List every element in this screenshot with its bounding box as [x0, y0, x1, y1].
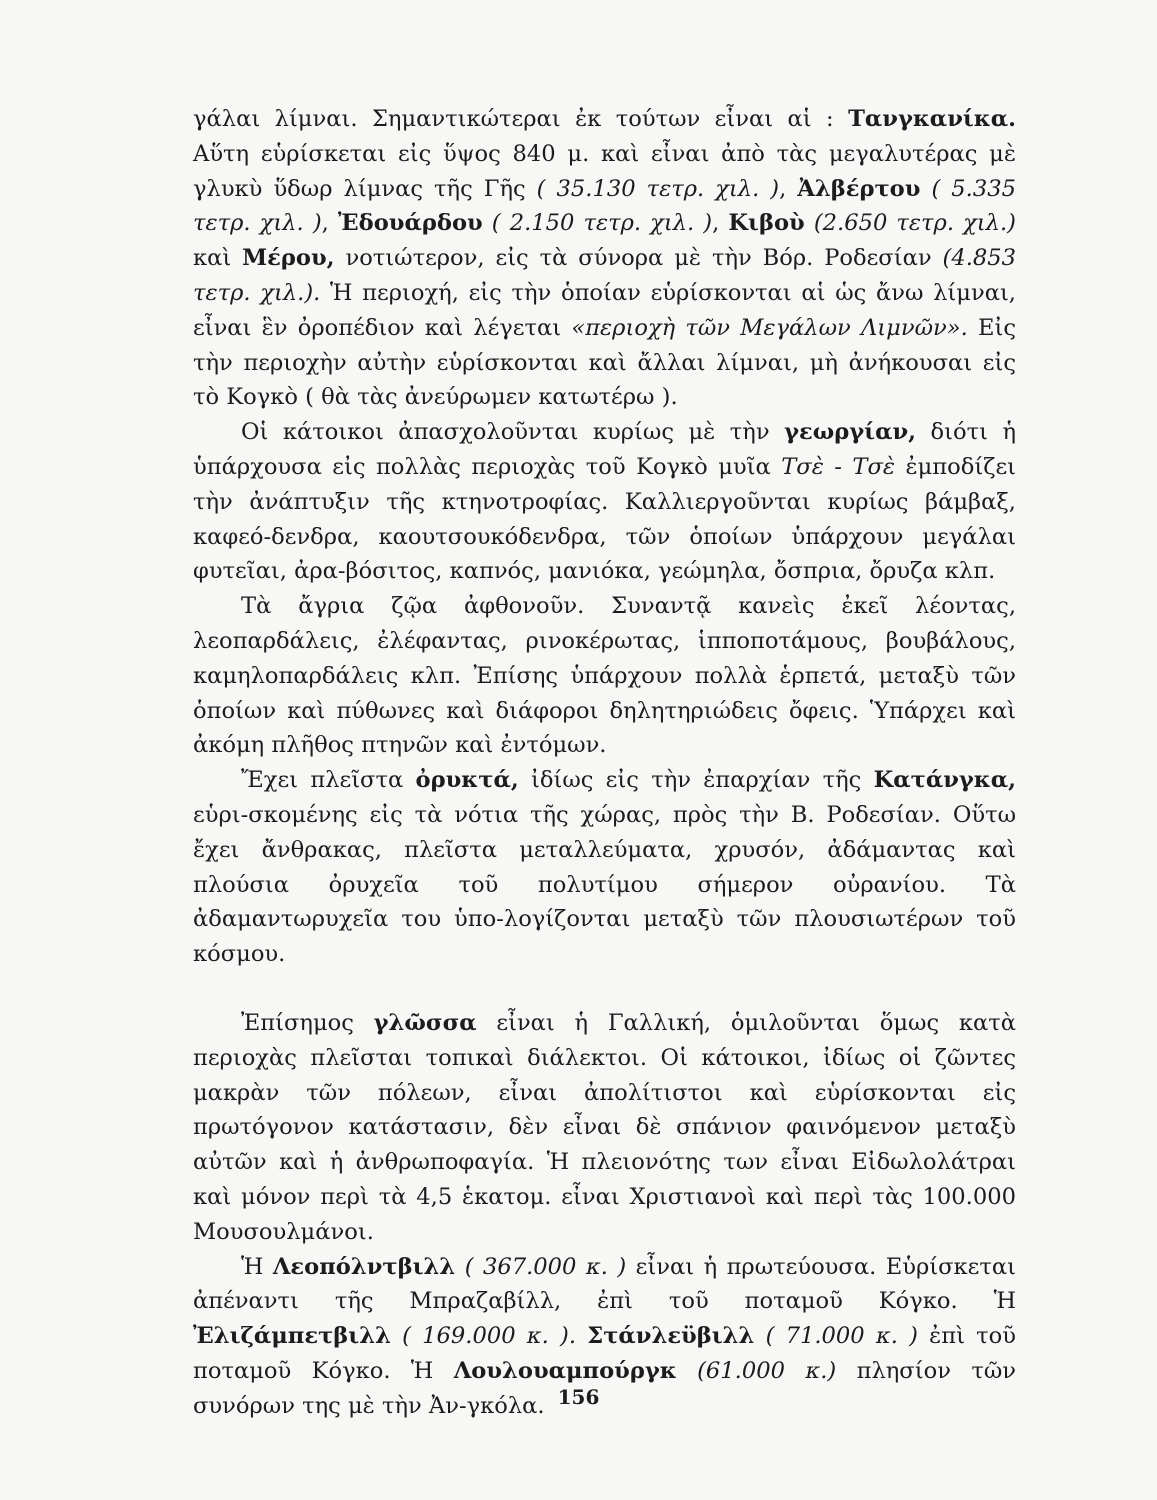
text-run: Αὕτη εὑρίσκεται εἰς ὕψος 840 μ. καὶ εἶναι ἀπὸ τὰς μεγαλυτέρας μὲ γλυκὺ ὕδωρ λίμνας τῆς Γῆς [193, 140, 1016, 202]
text-run: γάλαι λίμναι. Σημαντικώτεραι ἐκ τούτων εἶναι αἱ : [193, 106, 849, 132]
italic-text: «περιοχὴ τῶν Μεγάλων Λιμνῶν». [571, 314, 968, 341]
paragraph [193, 589, 1016, 763]
page-number: 156 [557, 1385, 600, 1409]
text-run: Ἡ [241, 1253, 273, 1280]
text-run: Ἔχει πλεῖστα [241, 767, 416, 794]
text-run: διότι ἡ ὑπάρχουσα εἰς πολλὰς περιοχὰς τοῦ Κογκὸ μυῖα [193, 419, 1016, 480]
italic-text: ( 169.000 κ. ). [402, 1323, 577, 1350]
text-run: Ἡ περιοχή, εἰς τὴν ὁποίαν εὑρίσκονται αἱ ὡς ἄνω λίμναι, εἶναι ἓν ὀροπέδιον καὶ λέγεται [193, 279, 1016, 341]
paragraph [193, 102, 1016, 415]
italic-text: ( 2.150 τετρ. χιλ. ) [491, 210, 713, 237]
paragraph [193, 1006, 1016, 1250]
italic-text: Τσὲ - Τσὲ [781, 453, 896, 480]
text-run: εἶναι ἡ πρωτεύουσα. Εὑρίσκεται ἀπέναντι τῆς Μπραζαβίλλ, ἐπὶ τοῦ ποταμοῦ Κόγκο. Ἡ [193, 1253, 1016, 1315]
text-run: , [712, 210, 729, 237]
text-run [483, 210, 492, 236]
body-text [193, 102, 1016, 1423]
text-run [805, 210, 814, 236]
bold-term: Ἐλιζάμπετβιλλ [193, 1323, 391, 1350]
text-run [391, 1323, 402, 1349]
italic-text: ( 367.000 κ. ) [464, 1253, 627, 1280]
italic-text: ( 5.335 τετρ. χιλ. ) [193, 175, 1016, 237]
text-run: ἰδίως εἰς τὴν ἐπαρχίαν τῆς [518, 767, 874, 794]
text-run: καὶ [193, 245, 243, 272]
paragraph [193, 415, 1016, 589]
bold-term: Κατάνγκα, [873, 767, 1016, 794]
text-run: Εἰς τὴν περιοχὴν αὐτὴν εὑρίσκονται καὶ ἄλλαι λίμναι, μὴ ἀνήκουσαι εἰς τὸ Κογκὸ ( θὰ τὰς ἀνεύρωμεν κατωτέρω ). [193, 314, 1017, 411]
text-run: Ἐπίσημος [241, 1009, 374, 1036]
italic-text: ( 71.000 κ. ) [765, 1323, 918, 1350]
bold-term: γεωργίαν, [784, 419, 917, 446]
text-run: ἐμποδίζει τὴν ἀνάπτυξιν τῆς κτηνοτροφίας. Καλλιεργοῦνται κυρίως βάμβαξ, καφεό-δενδρα, καουτσουκόδενδρα, τῶν ὁποίων ὑπάρχουν μεγάλαι φυτεῖαι, ἀρα-βόσιτος, καπνός, μανιόκα, γεώμηλα, ὄσπρια, ὄρυζα κλπ. [193, 453, 1017, 585]
bold-term: Κιβοὺ [728, 210, 805, 237]
bold-term: Ἀλβέρτου [797, 175, 921, 202]
bold-term: Λουλουαμπούργκ [453, 1357, 677, 1384]
bold-term: Λεοπόλντβιλλ [272, 1253, 456, 1280]
bold-term: Ἐδουάρδου [337, 210, 483, 237]
text-run: , [321, 210, 338, 237]
text-run: ἐπὶ τοῦ ποταμοῦ Κόγκο. Ἡ [193, 1323, 1016, 1384]
text-run: , [779, 175, 798, 202]
bold-term: Μέρου, [242, 245, 335, 272]
text-run [920, 176, 931, 202]
bold-term: ὀρυκτά, [415, 767, 519, 794]
text-run [677, 1358, 697, 1384]
italic-text: (61.000 κ.) [697, 1357, 837, 1384]
paragraph [193, 763, 1016, 972]
text-run [754, 1323, 765, 1349]
text-run: πλησίον τῶν συνόρων της μὲ τὴν Ἀν-γκόλα. [193, 1357, 1016, 1419]
text-run [455, 1254, 464, 1280]
italic-text: (2.650 τετρ. χιλ.) [813, 210, 1016, 237]
text-run: νοτιώτερον, εἰς τὰ σύνορα μὲ τὴν Βόρ. Ροδεσίαν [334, 245, 943, 272]
text-run: Τὰ ἄγρια ζῷα ἀφθονοῦν. Συναντᾷ κανεὶς ἐκεῖ λέοντας, λεοπαρδάλεις, ἐλέφαντας, ρινοκέρωτας, ἱπποποτάμους, βουβάλους, καμηλοπαρδάλεις κλπ. Ἐπίσης ὑπάρχουν πολλὰ ἑρπετά, μεταξὺ τῶν ὁποίων καὶ πύθωνες καὶ διάφοροι δηλητηριώδεις ὄφεις. Ὑπάρχει καὶ ἀκόμη πλῆθος πτηνῶν καὶ ἐντόμων. [193, 593, 1016, 759]
text-run [576, 1323, 587, 1349]
text-run: εἶναι ἡ Γαλλική, ὁμιλοῦνται ὅμως κατὰ περιοχὰς πλεῖσται τοπικαὶ διάλεκτοι. Οἱ κάτοικοι, ἰδίως οἱ ζῶντες μακρὰν τῶν πόλεων, εἶναι ἀπολίτιστοι καὶ εὑρίσκονται εἰς πρωτόγονον κατάστασιν, δὲν εἶναι δὲ σπάνιον φαινόμενον μεταξὺ αὐτῶν καὶ ἡ ἀνθρωποφαγία. Ἡ πλειονότης των εἶναι Εἰδωλολάτραι καὶ μόνον περὶ τὰ 4,5 ἑκατομ. εἶναι Χριστιανοὶ καὶ περὶ τὰς 100.000 Μουσουλμάνοι. [193, 1009, 1017, 1245]
italic-text: (4.853 τετρ. χιλ.). [193, 245, 1016, 306]
bold-term: γλῶσσα [373, 1009, 477, 1036]
text-run: Οἱ κάτοικοι ἀπασχολοῦνται κυρίως μὲ τὴν [241, 419, 785, 446]
text-run: εὑρι-σκομένης εἰς τὰ νότια τῆς χώρας, πρὸς τὴν Β. Ροδεσίαν. Οὕτω ἔχει ἄνθρακας, πλεῖστα μεταλλεύματα, χρυσόν, ἀδάμαντας καὶ πλούσια ὀρυχεῖα τοῦ πολυτίμου σήμερον οὐρανίου. Τὰ ἀδαμαντωρυχεῖα του ὑπο-λογίζονται μεταξὺ τῶν πλουσιωτέρων τοῦ κόσμου. [193, 801, 1016, 968]
bold-term: Στάνλεϋβιλλ [587, 1323, 755, 1350]
italic-text: ( 35.130 τετρ. χιλ. ) [536, 175, 780, 202]
bold-term: Τανγκανίκα. [848, 106, 1016, 132]
